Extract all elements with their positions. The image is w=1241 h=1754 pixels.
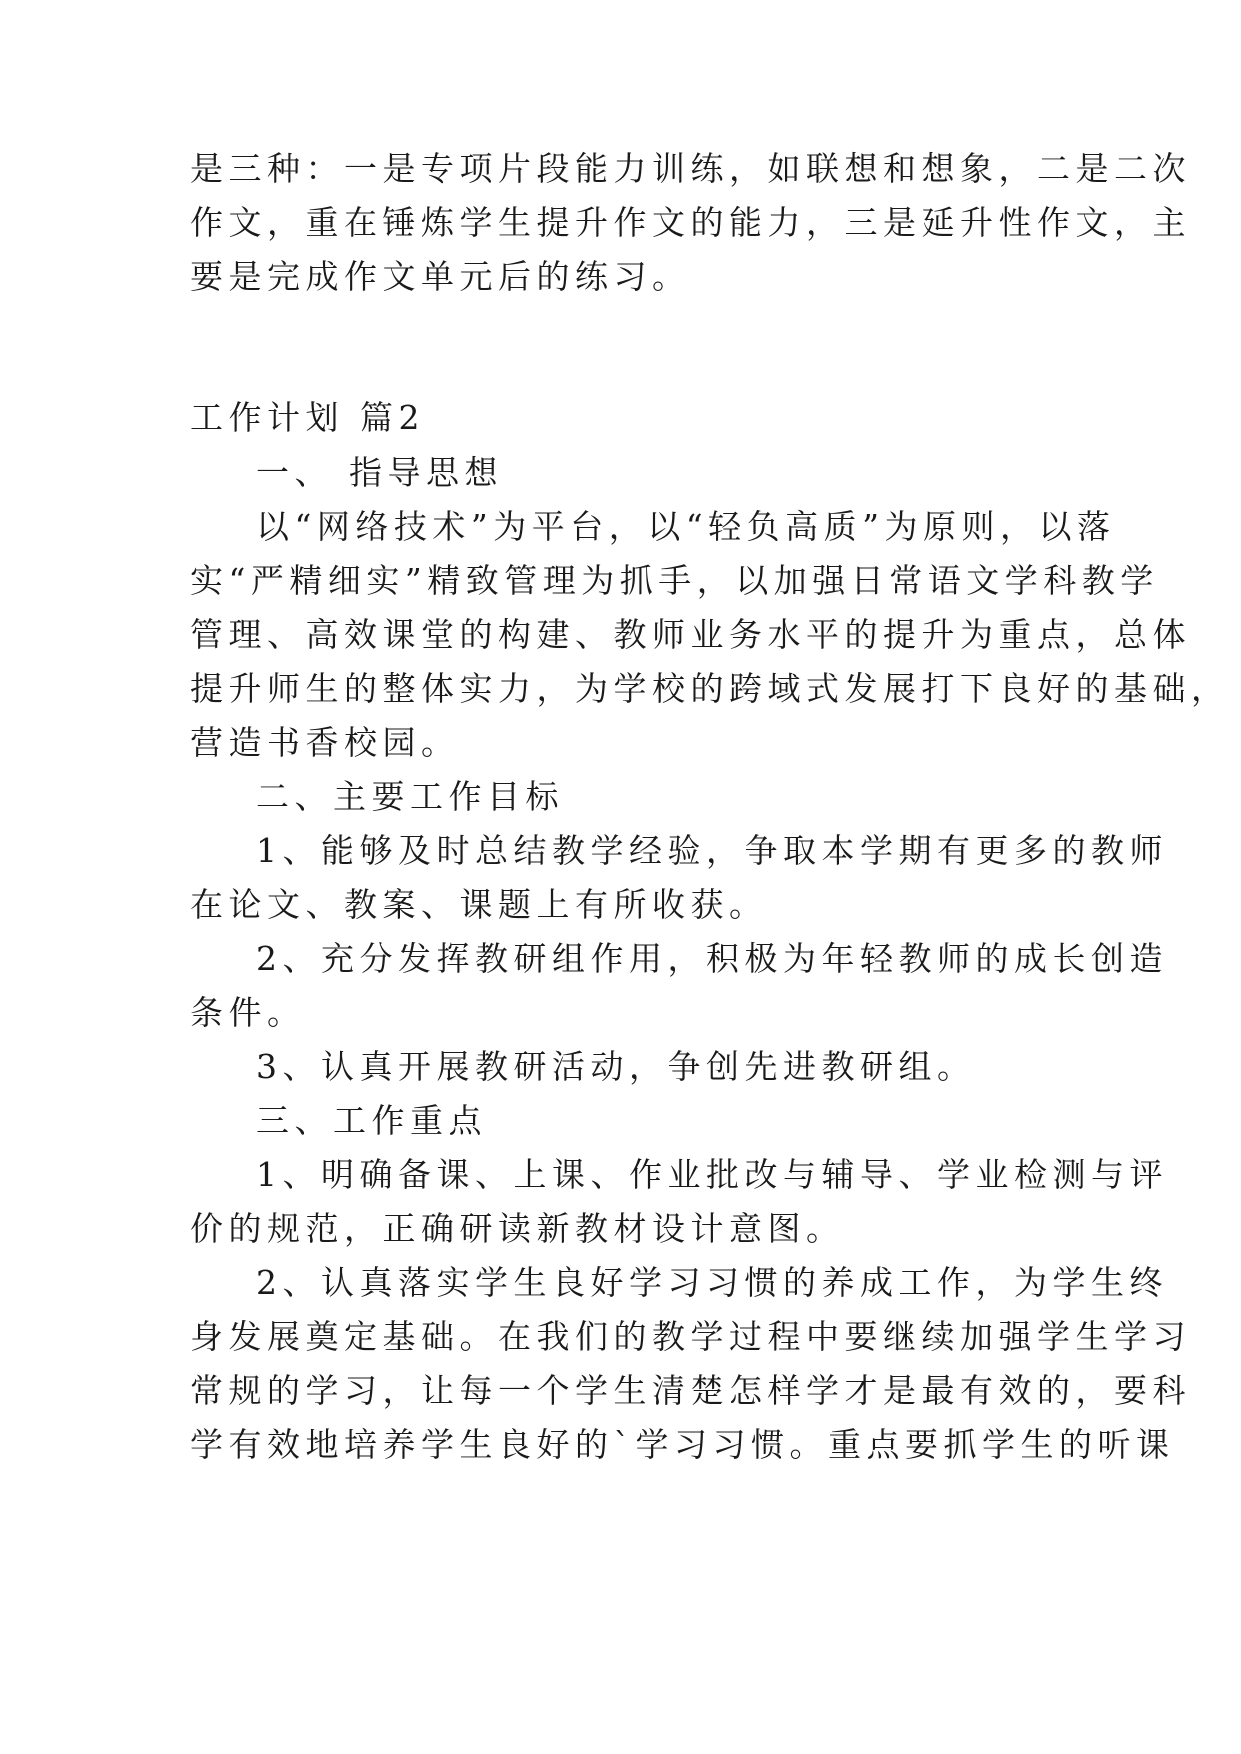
- continuation-line-3: 要是完成作文单元后的练习。: [190, 257, 691, 296]
- guiding-paragraph-line: 实“严精细实”精致管理为抓手，以加强日常语文学科教学: [190, 561, 1159, 600]
- section-title: 工作计划 篇2: [190, 398, 425, 437]
- guiding-paragraph-line: 管理、高效课堂的构建、教师业务水平的提升为重点，总体: [190, 615, 1191, 654]
- guiding-heading: 一、 指导思想: [256, 453, 503, 492]
- focus-1-line: 价的规范，正确研读新教材设计意图。: [190, 1209, 845, 1248]
- guiding-paragraph-line: 提升师生的整体实力，为学校的跨域式发展打下良好的基础，: [190, 669, 1230, 708]
- continuation-line-1: 是三种：一是专项片段能力训练，如联想和想象，二是二次: [190, 149, 1191, 188]
- guiding-paragraph-line: 营造书香校园。: [190, 723, 460, 762]
- focus-2-line: 身发展奠定基础。在我们的教学过程中要继续加强学生学习: [190, 1317, 1191, 1356]
- focus-2-line: 学有效地培养学生良好的`学习习惯。重点要抓学生的听课: [190, 1425, 1175, 1464]
- goal-2-line: 2、充分发挥教研组作用，积极为年轻教师的成长创造: [256, 939, 1168, 978]
- goal-2-line: 条件。: [190, 993, 306, 1032]
- focus-2-line: 常规的学习，让每一个学生清楚怎样学才是最有效的，要科: [190, 1371, 1191, 1410]
- continuation-line-2: 作文，重在锤炼学生提升作文的能力，三是延升性作文，主: [190, 203, 1191, 242]
- focus-heading: 三、工作重点: [256, 1101, 487, 1140]
- guiding-paragraph-line: 以“网络技术”为平台，以“轻负高质”为原则，以落: [256, 507, 1116, 546]
- goal-1-line: 1、能够及时总结教学经验，争取本学期有更多的教师: [256, 831, 1168, 870]
- goals-heading: 二、主要工作目标: [256, 777, 564, 816]
- focus-2-line: 2、认真落实学生良好学习习惯的养成工作，为学生终: [256, 1263, 1168, 1302]
- focus-1-line: 1、明确备课、上课、作业批改与辅导、学业检测与评: [256, 1155, 1168, 1194]
- goal-3-line: 3、认真开展教研活动，争创先进教研组。: [256, 1047, 976, 1086]
- goal-1-line: 在论文、教案、课题上有所收获。: [190, 885, 768, 924]
